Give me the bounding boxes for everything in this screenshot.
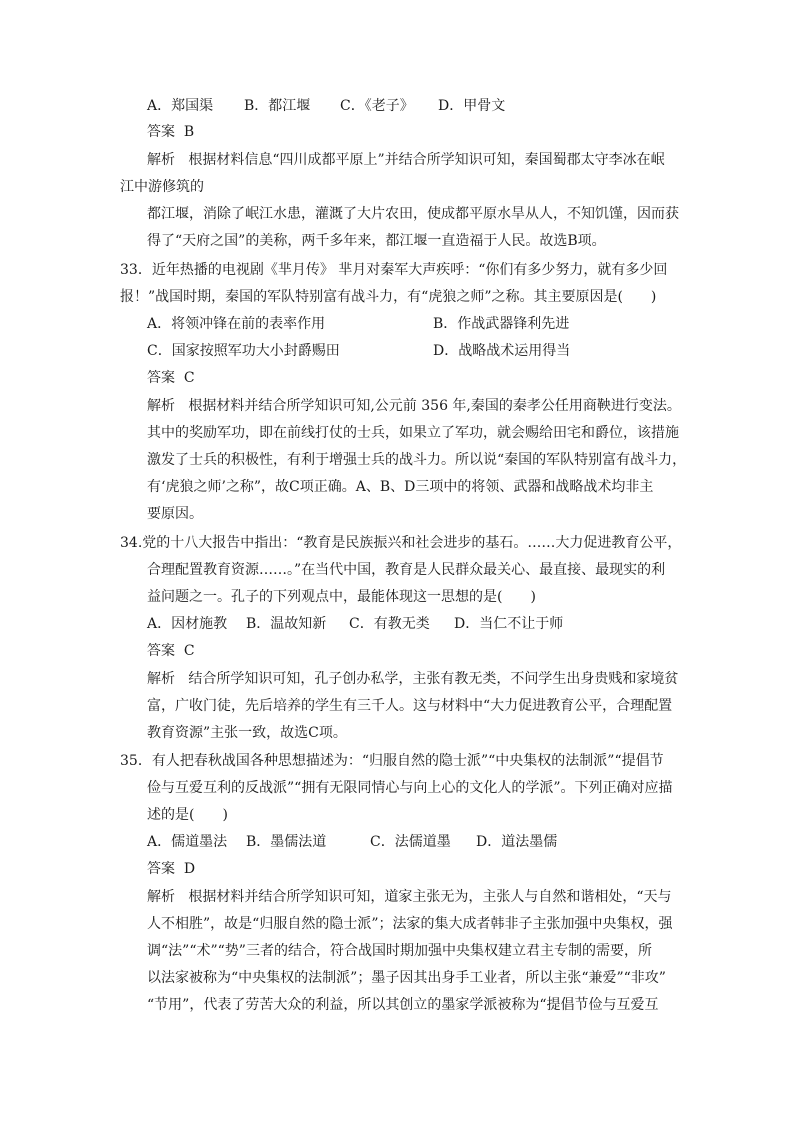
q35-analysis-label: 解析 <box>147 889 175 905</box>
q33-analysis-line-2: 其中的奖励军功，即在前线打仗的士兵，如果立了军功，就会赐给田宅和爵位，该措施 <box>147 425 679 441</box>
q35-analysis-text-1: 根据材料并结合所学知识可知，道家主张无为，主张人与自然和谐相处，“天与 <box>188 889 672 905</box>
q34-stem-line-1: 34.党的十八大报告中指出：“教育是民族振兴和社会进步的基石。……大力促进教育公平， <box>120 535 682 551</box>
q34-option-b: B．温故知新 <box>246 616 327 632</box>
q34-answer: C <box>183 643 195 659</box>
q35-option-b: B．墨儒法道 <box>246 834 327 850</box>
q33-option-b: B．作战武器锋利先进 <box>433 316 570 332</box>
q33-stem-line-1: 33．近年热播的电视剧《芈月传》 芈月对秦军大声疾呼：“你们有多少努力，就有多少回 <box>120 262 668 278</box>
q35-stem-line-3: 述的是( ) <box>147 807 228 823</box>
q34-option-c: C．有教无类 <box>349 616 430 632</box>
q33-option-a: A．将领冲锋在前的表率作用 <box>147 316 326 332</box>
q33-option-d: D．战略战术运用得当 <box>433 343 571 359</box>
q34-analysis-line-2: 富，广收门徒，先后培养的学生有三千人。这与材料中“大力促进教育公平，合理配置 <box>147 698 673 714</box>
q34-analysis-line-1 <box>147 669 678 689</box>
q35-option-c: C．法儒道墨 <box>370 834 451 850</box>
q32-answer: B <box>183 124 195 140</box>
q33-analysis-label: 解析 <box>147 398 175 414</box>
q34-option-a: A．因材施教 <box>147 616 228 632</box>
q33-option-c: C．国家按照军功大小封爵赐田 <box>147 343 340 359</box>
q33-stem-line-2: 报！”战国时期，秦国的军队特别富有战斗力，有“虎狼之师”之称。其主要原因是( ) <box>120 289 657 305</box>
q33-answer: C <box>183 370 195 386</box>
q32-answer-line <box>147 122 194 142</box>
q35-answer-label: 答案 <box>147 861 175 877</box>
q35-analysis-line-5: “节用”，代表了劳苦大众的利益，所以其创立的墨家学派被称为“提倡节俭与互爱互 <box>147 997 659 1013</box>
q34-answer-label: 答案 <box>147 643 175 659</box>
q35-answer: D <box>183 861 196 877</box>
q33-answer-line <box>147 368 195 388</box>
q35-stem-line-1: 35．有人把春秋战国各种思想描述为：“归服自然的隐士派”“中央集权的法制派”“提倡节 <box>120 753 664 769</box>
q32-analysis-label: 解析 <box>147 152 175 168</box>
q35-answer-line <box>147 859 195 879</box>
q34-answer-line <box>147 641 195 661</box>
q35-analysis-line-3: 调“法”“术”“势”三者的结合，符合战国时期加强中央集权建立君主专制的需要，所 <box>147 943 652 959</box>
q32-analysis-text-1: 根据材料信息“四川成都平原上”并结合所学知识可知，秦国蜀郡太守李冰在岷 <box>188 152 665 168</box>
q32-option-c: C．《老子》 <box>340 98 414 114</box>
q34-stem-line-3: 益问题之一。孔子的下列观点中，最能体现这一思想的是( ) <box>147 589 536 605</box>
q35-option-d: D．道法墨儒 <box>476 834 558 850</box>
q35-analysis-line-4: 以法家被称为“中央集权的法制派”；墨子因其出身手工业者，所以主张“兼爱”“非攻” <box>147 970 666 986</box>
q32-answer-label: 答案 <box>147 124 175 140</box>
q34-stem-line-2: 合理配置教育资源……。”在当代中国，教育是人民群众最关心、最直接、最现实的利 <box>147 562 666 578</box>
q32-analysis-line-1 <box>147 150 665 170</box>
q34-option-d: D．当仁不让于师 <box>454 616 564 632</box>
q34-analysis-label: 解析 <box>147 671 175 687</box>
q32-option-a: A．郑国渠 <box>147 98 214 114</box>
q32-option-b: B．都江堰 <box>244 98 311 114</box>
q32-analysis-line-4: 得了“天府之国”的美称，两千多年来，都江堰一直造福于人民。故选B项。 <box>147 233 606 249</box>
q33-analysis-line-5: 要原因。 <box>147 506 203 522</box>
q33-analysis-line-4: 有‘虎狼之师’之称”，故C项正确。A、B、D三项中的将领、武器和战略战术均非主 <box>147 479 654 495</box>
q34-analysis-text-1: 结合所学知识可知，孔子创办私学，主张有教无类，不问学生出身贵贱和家境贫 <box>188 671 679 687</box>
q32-analysis-line-3: 都江堰，消除了岷江水患，灌溉了大片农田，使成都平原水旱从人，不知饥馑，因而获 <box>147 206 679 222</box>
q33-answer-label: 答案 <box>147 370 175 386</box>
q35-stem-line-2: 俭与互爱互利的反战派”“拥有无限同情心与向上心的文化人的学派”。下列正确对应描 <box>147 780 673 796</box>
q33-analysis-line-3: 激发了士兵的积极性，有利于增强士兵的战斗力。所以说“秦国的军队特别富有战斗力， <box>147 452 687 468</box>
q33-analysis-text-1: 根据材料并结合所学知识可知,公元前 356 年,秦国的秦孝公任用商鞅进行变法。 <box>188 398 681 414</box>
q33-analysis-line-1 <box>147 396 681 416</box>
q32-option-d: D．甲骨文 <box>438 98 506 114</box>
q32-analysis-line-2: 江中游修筑的 <box>120 179 204 195</box>
q35-analysis-line-1 <box>147 887 672 907</box>
q34-analysis-line-3: 教育资源”主张一致，故选C项。 <box>147 725 347 741</box>
q35-analysis-line-2: 人不相胜”，故是“归服自然的隐士派”；法家的集大成者韩非子主张加强中央集权，强 <box>147 916 673 932</box>
q35-option-a: A．儒道墨法 <box>147 834 228 850</box>
